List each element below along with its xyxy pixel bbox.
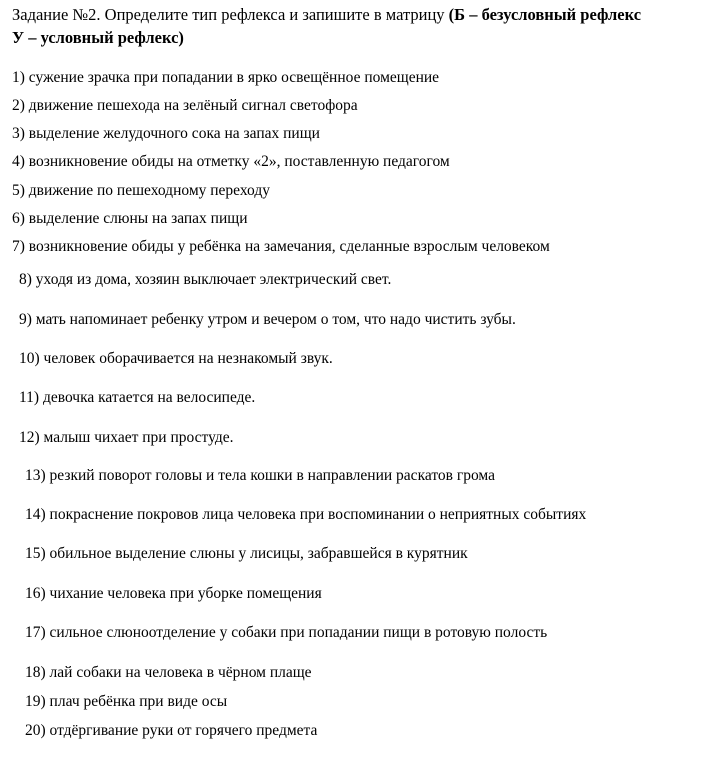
list-item-1: 1) сужение зрачка при попадании в ярко освещённое помещение bbox=[12, 69, 440, 86]
task-title-line-2 bbox=[12, 26, 702, 49]
list-item-11: 11) девочка катается на велосипеде. bbox=[19, 389, 256, 406]
list-item-10: 10) человек оборачивается на незнакомый звук. bbox=[19, 350, 333, 367]
list-item-4: 4) возникновение обиды на отметку «2», поставленную педагогом bbox=[12, 153, 450, 170]
list-item-12: 12) малыш чихает при простуде. bbox=[19, 429, 234, 446]
list-item-16: 16) чихание человека при уборке помещения bbox=[25, 585, 322, 602]
list-item-19: 19) плач ребёнка при виде осы bbox=[25, 693, 228, 710]
task-legend-conditioned: У – условный рефлекс) bbox=[12, 28, 184, 47]
task-title: Задание №2. Определите тип рефлекса и запишите в матрицу bbox=[12, 5, 449, 24]
list-item-7: 7) возникновение обиды у ребёнка на замечания, сделанные взрослым человеком bbox=[12, 238, 550, 255]
list-item-14: 14) покраснение покровов лица человека при воспоминании о неприятных событиях bbox=[25, 506, 587, 523]
list-item-15: 15) обильное выделение слюны у лисицы, забравшейся в курятник bbox=[25, 545, 468, 562]
task-title-line-1 bbox=[12, 3, 702, 26]
task-header bbox=[12, 3, 702, 49]
list-item-6: 6) выделение слюны на запах пищи bbox=[12, 210, 248, 227]
list-item-20: 20) отдёргивание руки от горячего предмета bbox=[25, 722, 318, 739]
list-item-2: 2) движение пешехода на зелёный сигнал светофора bbox=[12, 97, 358, 114]
list-item-13: 13) резкий поворот головы и тела кошки в направлении раскатов грома bbox=[25, 467, 495, 484]
list-item-9: 9) мать напоминает ребенку утром и вечером о том, что надо чистить зубы. bbox=[19, 311, 516, 328]
task-legend-unconditioned: (Б – безусловный рефлекс bbox=[448, 5, 642, 24]
list-item-3: 3) выделение желудочного сока на запах пищи bbox=[12, 125, 320, 142]
list-item-5: 5) движение по пешеходному переходу bbox=[12, 182, 270, 199]
list-item-18: 18) лай собаки на человека в чёрном плаще bbox=[25, 664, 312, 681]
list-item-8: 8) уходя из дома, хозяин выключает электрический свет. bbox=[19, 271, 392, 288]
list-item-17: 17) сильное слюноотделение у собаки при попадании пищи в ротовую полость bbox=[25, 624, 548, 641]
